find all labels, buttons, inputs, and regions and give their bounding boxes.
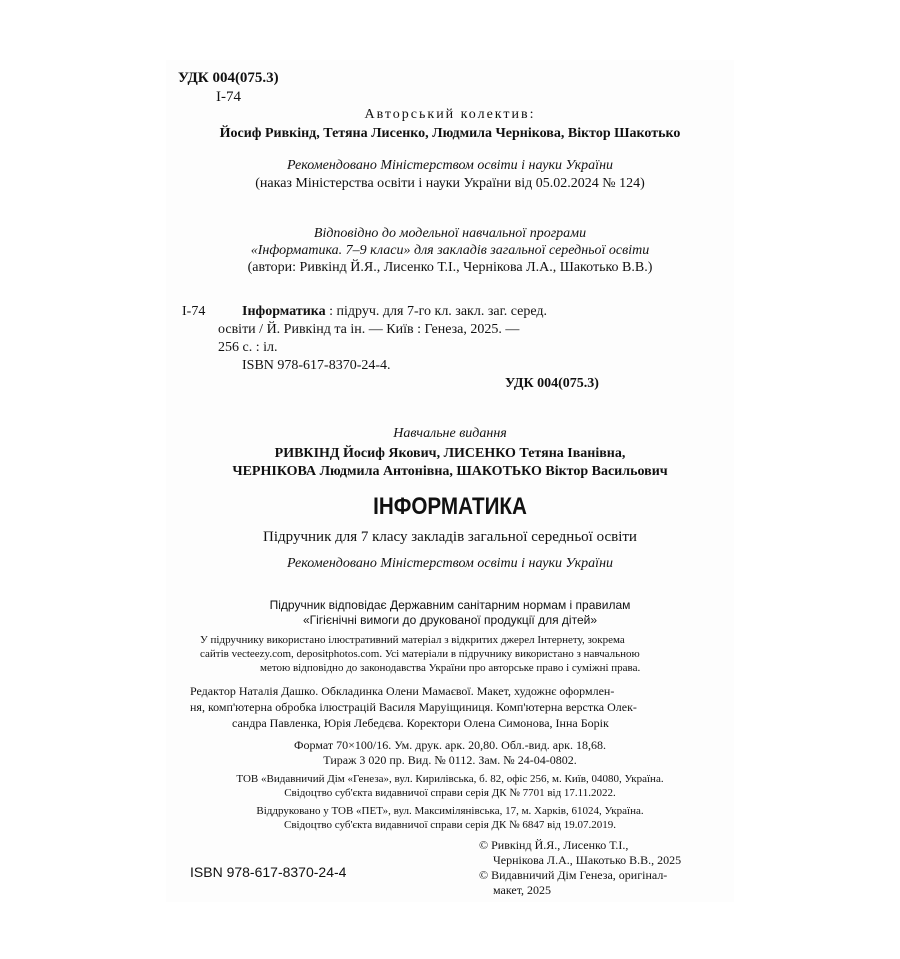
copyright-line: © Ривкінд Й.Я., Лисенко Т.І., xyxy=(479,838,629,852)
format-line: Формат 70×100/16. Ум. друк. арк. 20,80. Обл.-вид. арк. 18,68. xyxy=(294,738,606,752)
isbn-bottom: ISBN 978-617-8370-24-4 xyxy=(190,864,347,880)
editors-line: Редактор Наталія Дашко. Обкладинка Олени Мамаєвої. Макет, художнє оформлен- xyxy=(190,684,615,698)
printer-line: Віддруковано у ТОВ «ПЕТ», вул. Максимілянівська, 17, м. Харків, 61024, Україна. xyxy=(256,805,644,817)
subtitle: Підручник для 7 класу закладів загальної середньої освіти xyxy=(263,529,637,545)
book-title: ІНФОРМАТИКА xyxy=(373,493,527,520)
format-line: Тираж 3 020 пр. Вид. № 0112. Зам. № 24-04-0802. xyxy=(323,753,577,767)
catalog-line-3: 256 с. : іл. xyxy=(218,340,278,355)
authors-names: Йосиф Ривкінд, Тетяна Лисенко, Людмила Чернікова, Віктор Шакотько xyxy=(219,126,681,141)
catalog-code: І-74 xyxy=(182,304,206,319)
editors-line: сандра Павленка, Юрія Лебедєва. Коректори Олена Симонова, Інна Борік xyxy=(232,716,609,730)
publisher-line: ТОВ «Видавничий Дім «Генеза», вул. Кирилівська, б. 82, офіс 256, м. Київ, 04080, Україна. xyxy=(236,773,664,785)
copyright-line: © Видавничий Дім Генеза, оригінал- xyxy=(479,868,668,882)
authors-heading: Авторський колектив: xyxy=(364,107,536,122)
catalog-title-word: Інформатика xyxy=(242,304,326,319)
catalog-line-1 xyxy=(242,304,547,320)
illustrations-line: сайтів vecteezy.com, depositphotos.com. Усі матеріали в підручнику використано з навчальною xyxy=(200,648,640,660)
copyright-line: Чернікова Л.А., Шакотько В.В., 2025 xyxy=(493,853,682,867)
sanitary-line: «Гігієнічні вимоги до друкованої продукції для дітей» xyxy=(302,613,598,627)
copyright-line: макет, 2025 xyxy=(493,883,552,897)
editors-line: ня, комп'ютерна обробка ілюстрацій Василя Маруіщиниця. Комп'ютерна верстка Олек- xyxy=(190,700,637,714)
program-line: Відповідно до модельної навчальної програми xyxy=(313,226,587,241)
catalog-line-1-rest: : підруч. для 7-го кл. закл. заг. серед. xyxy=(325,304,547,319)
recommended-line-1: Рекомендовано Міністерством освіти і науки України xyxy=(286,158,614,173)
program-line: «Інформатика. 7–9 класи» для закладів загальної середньої освіти xyxy=(250,243,650,258)
sanitary-line: Підручник відповідає Державним санітарним нормам і правилам xyxy=(269,598,631,612)
edition-type: Навчальне видання xyxy=(393,426,507,441)
catalog-isbn: ISBN 978-617-8370-24-4. xyxy=(242,358,391,373)
code-top: І-74 xyxy=(216,89,241,105)
catalog-udk: УДК 004(075.3) xyxy=(505,376,599,391)
illustrations-line: метою відповідно до законодавства України про авторське право і суміжні права. xyxy=(260,662,641,674)
catalog-line-2: освіти / Й. Ривкінд та ін. — Київ : Генеза, 2025. — xyxy=(218,322,520,337)
program-authors-line: (автори: Ривкінд Й.Я., Лисенко Т.І., Чернікова Л.А., Шакотько В.В.) xyxy=(247,260,653,275)
printer-line: Свідоцтво суб'єкта видавничої справи серія ДК № 6847 від 19.07.2019. xyxy=(284,819,616,831)
publisher-line: Свідоцтво суб'єкта видавничої справи серія ДК № 7701 від 17.11.2022. xyxy=(284,787,616,799)
illustrations-line: У підручнику використано ілюстративний матеріал з відкритих джерел Інтернету, зокрема xyxy=(200,634,625,646)
full-authors-line: ЧЕРНІКОВА Людмила Антонівна, ШАКОТЬКО Віктор Васильович xyxy=(232,464,668,479)
recommended-line-2: Рекомендовано Міністерством освіти і науки України xyxy=(286,556,614,571)
full-authors-line: РИВКІНД Йосиф Якович, ЛИСЕНКО Тетяна Іванівна, xyxy=(274,446,626,461)
order-line: (наказ Міністерства освіти і науки України від 05.02.2024 № 124) xyxy=(255,176,645,191)
udk-top: УДК 004(075.3) xyxy=(178,70,279,86)
